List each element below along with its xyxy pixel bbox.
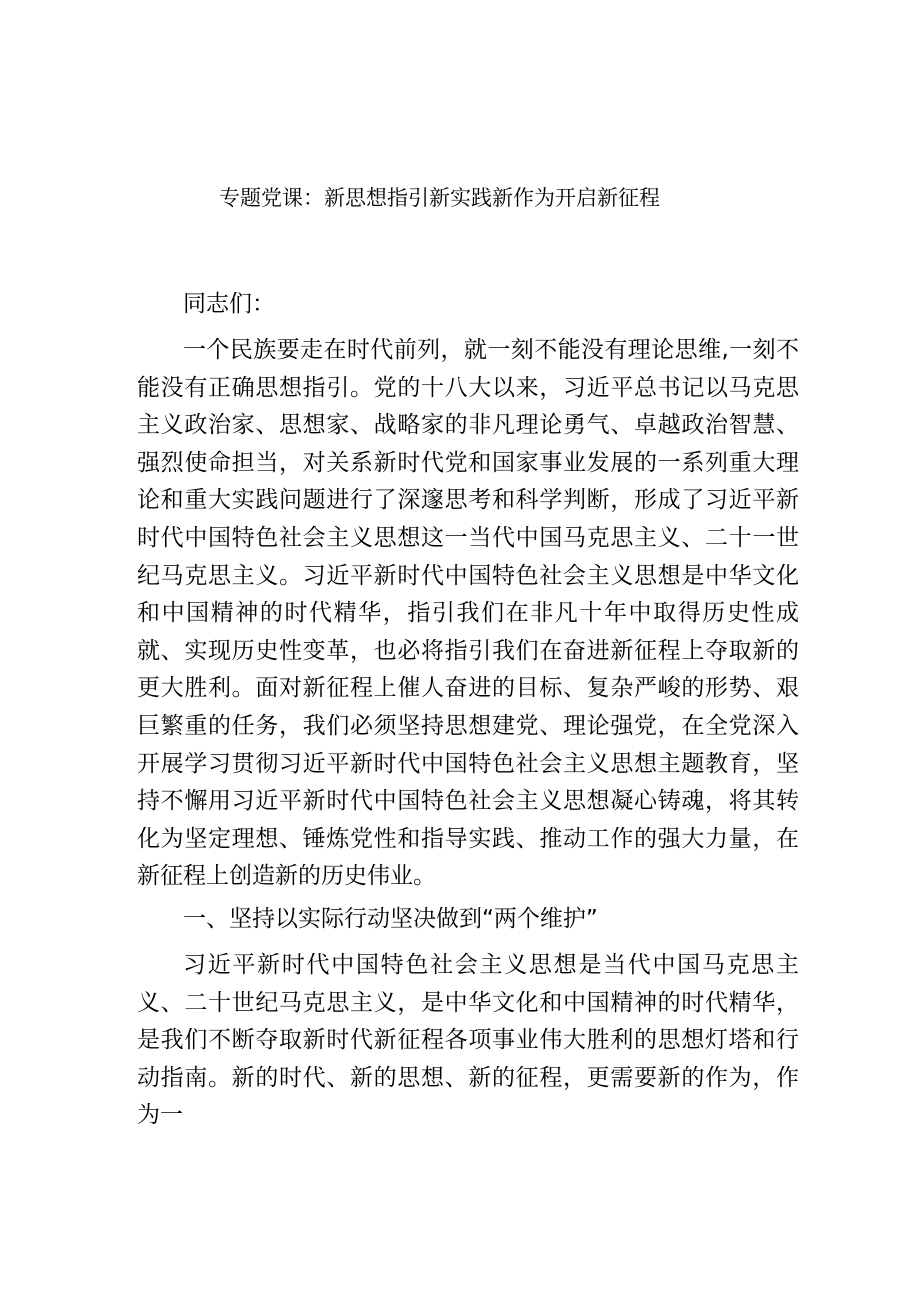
section-heading: 一、坚持以实际行动坚决做到“两个维护” <box>183 905 598 932</box>
paragraph-intro: 一个民族要走在时代前列，就一刻不能没有理论思维,一刻不能没有正确思想指引。党的十八大以来，习近平总书记以马克思主义政治家、思想家、战略家的非凡理论勇气、卓越政治智慧、强烈使命担当，对关系新时代党和国家事业发展的一系列重大理论和重大实践问题进行了深邃思考和科学判断，形成了习近平新时代中国特色社会主义思想这一当代中国马克思主义、二十一世纪马克思主义。习近平新时代中国特色社会主义思想是中华文化和中国精神的时代精华，指引我们在非凡十年中取得历史性成就、实现历史性变革，也必将指引我们在奋进新征程上夺取新的更大胜利。面对新征程上催人奋进的目标、复杂严峻的形势、艰巨繁重的任务，我们必须坚持思想建党、理论强党，在全党深入开展学习贯彻习近平新时代中国特色社会主义思想主题教育，坚持不懈用习近平新时代中国特色社会主义思想凝心铸魂，将其转化为坚定理想、锤炼党性和指导实践、推动工作的强大力量，在新征程上创造新的历史伟业。 <box>137 337 799 890</box>
salutation: 同志们： <box>183 291 275 317</box>
document-body <box>137 178 799 1135</box>
paragraph-section-one: 习近平新时代中国特色社会主义思想是当代中国马克思主义、二十世纪马克思主义，是中华文化和中国精神的时代精华，是我们不断夺取新时代新征程各项事业伟大胜利的思想灯塔和行动指南。新的时代、新的思想、新的征程，更需要新的作为，作为一 <box>137 951 799 1129</box>
document-title: 专题党课：新思想指引新实践新作为开启新征程 <box>219 186 660 210</box>
